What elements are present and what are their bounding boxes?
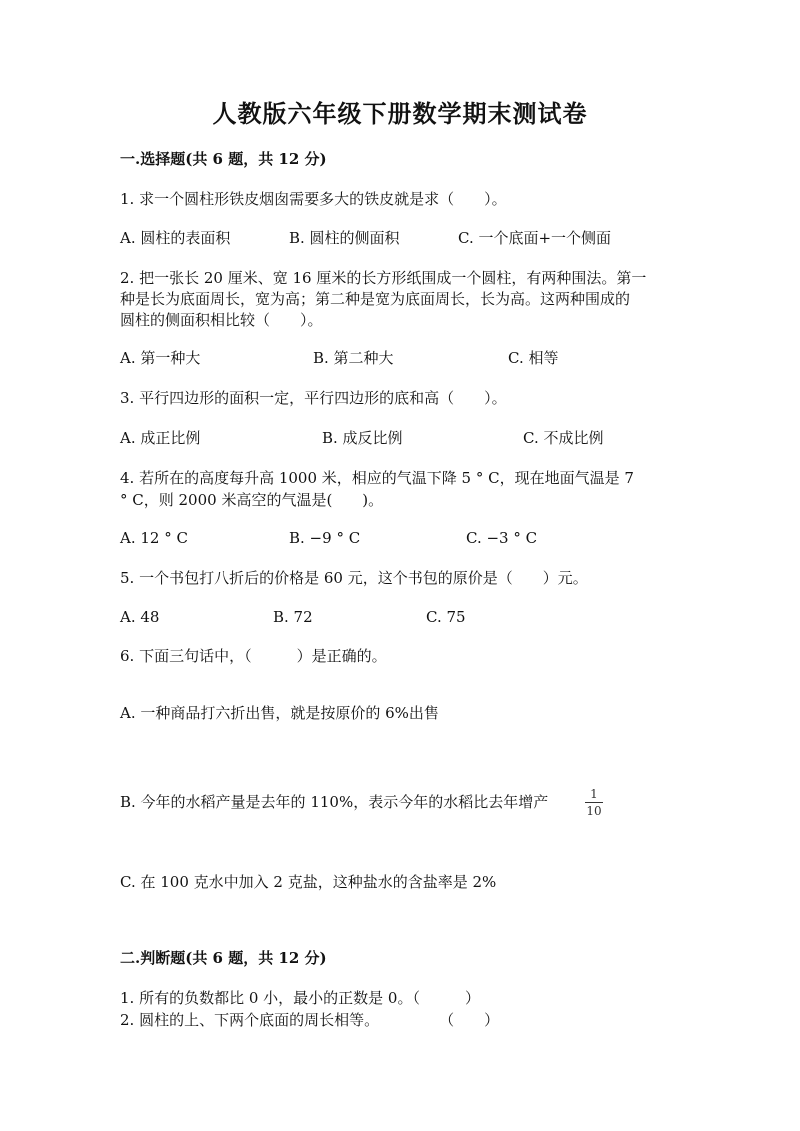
judgement-question-2: 2. 圆柱的上、下两个底面的周长相等。 （ ）	[120, 1011, 500, 1029]
question-1-text: 1. 求一个圆柱形铁皮烟囱需要多大的铁皮就是求（ ）。	[120, 190, 507, 208]
section-heading-judgement: 二.判断题(共 6 题，共 12 分)	[120, 949, 327, 967]
question-6-option-b: B. 今年的水稻产量是去年的 110%，表示今年的水稻比去年增产	[120, 793, 549, 811]
question-5-option-c: C. 75	[426, 608, 466, 626]
question-3-option-a: A. 成正比例	[120, 429, 201, 447]
question-2-option-a: A. 第一种大	[120, 349, 201, 367]
question-5-option-b: B. 72	[273, 608, 313, 626]
question-2-text-line-2: 种是长为底面周长，宽为高；第二种是宽为底面周长，长为高。这两种围成的	[120, 290, 631, 308]
question-4-option-b: B. −9 ° C	[289, 529, 361, 547]
question-4-option-c: C. −3 ° C	[466, 529, 538, 547]
question-2-text-line-1: 2. 把一张长 20 厘米、宽 16 厘米的长方形纸围成一个圆柱，有两种围法。第一	[120, 269, 647, 287]
question-5-text: 5. 一个书包打八折后的价格是 60 元，这个书包的原价是（ ）元。	[120, 569, 588, 587]
fraction-numerator: 1	[590, 787, 598, 801]
fraction-bar	[585, 802, 603, 803]
question-1-option-b: B. 圆柱的侧面积	[289, 229, 400, 247]
question-5-option-a: A. 48	[120, 608, 160, 626]
question-4-option-a: A. 12 ° C	[120, 529, 188, 547]
question-4-text-line-1: 4. 若所在的高度每升高 1000 米，相应的气温下降 5 ° C，现在地面气温是 7	[120, 469, 634, 487]
fraction-denominator: 10	[586, 804, 602, 818]
question-6-option-a: A. 一种商品打六折出售，就是按原价的 6%出售	[120, 704, 439, 722]
question-3-option-c: C. 不成比例	[523, 429, 604, 447]
section-heading-choice: 一.选择题(共 6 题，共 12 分)	[120, 150, 327, 168]
question-2-text-line-3: 圆柱的侧面积相比较（ ）。	[120, 311, 323, 329]
question-3-option-b: B. 成反比例	[322, 429, 403, 447]
question-3-text: 3. 平行四边形的面积一定，平行四边形的底和高（ ）。	[120, 389, 507, 407]
question-4-text-line-2: ° C，则 2000 米高空的气温是( )。	[120, 491, 384, 509]
question-1-option-a: A. 圆柱的表面积	[120, 229, 231, 247]
judgement-question-1: 1. 所有的负数都比 0 小，最小的正数是 0。（ ）	[120, 989, 480, 1007]
question-2-option-c: C. 相等	[508, 349, 559, 367]
question-2-option-b: B. 第二种大	[313, 349, 394, 367]
question-6-text: 6. 下面三句话中，（ ）是正确的。	[120, 647, 387, 665]
question-1-option-c: C. 一个底面+一个侧面	[458, 229, 612, 247]
page-title: 人教版六年级下册数学期末测试卷	[212, 99, 588, 128]
question-6-option-c: C. 在 100 克水中加入 2 克盐，这种盐水的含盐率是 2%	[120, 873, 497, 891]
fraction-one-tenth	[583, 787, 605, 818]
